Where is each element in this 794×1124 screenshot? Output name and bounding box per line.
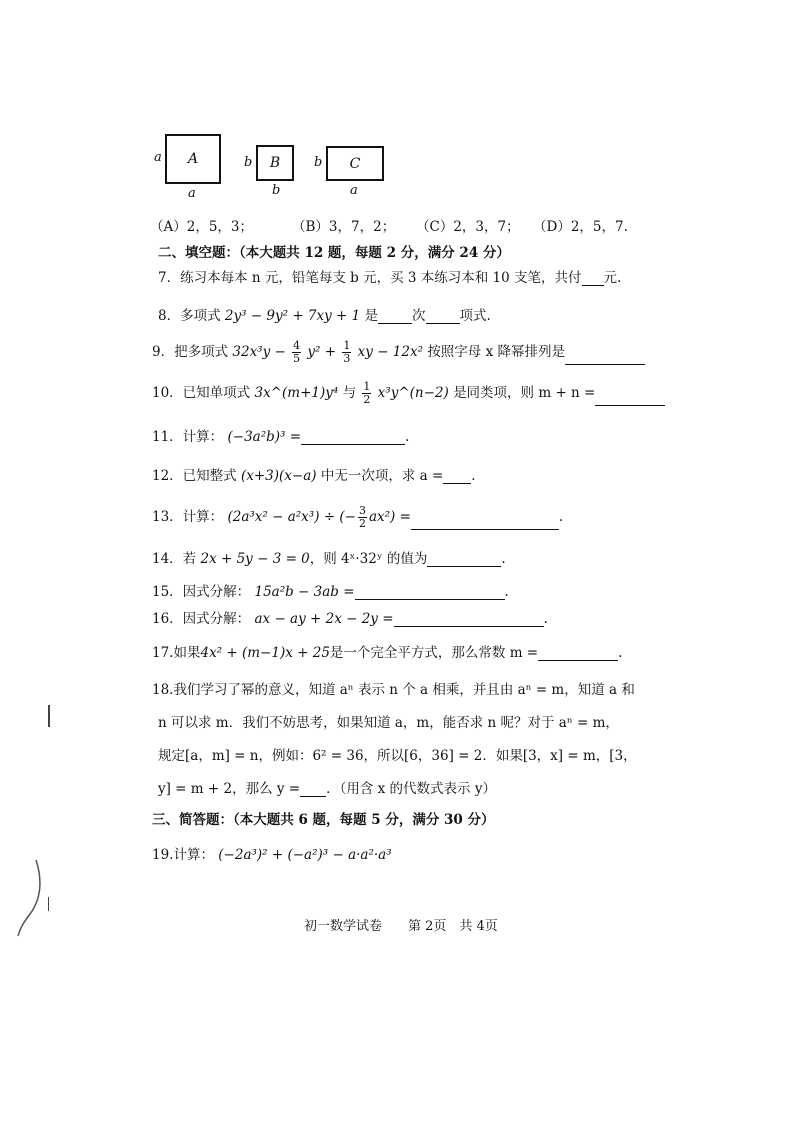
q18-line-3: 规定[a，m] = n，例如：6² = 36，所以[6，36] = 2．如果[3，x] = m，[3， [158, 748, 637, 764]
q19-prefix: 19.计算： [152, 847, 214, 863]
q13-blank [411, 515, 559, 530]
q11-blank [301, 430, 405, 445]
question-8 [158, 304, 491, 324]
question-16: 16．因式分解： ax − ay + 2x − 2y = . [152, 611, 548, 627]
q12-prefix: 12．已知整式 [152, 468, 237, 484]
option-a: （A）2，5，3； [150, 219, 254, 235]
scan-margin-mark [48, 705, 50, 727]
q10-fraction [362, 381, 371, 406]
question-11: 11．计算： (−3a²b)³ = . [152, 429, 410, 445]
q9-frac2-numerator: 1 [343, 339, 351, 352]
q11-prefix: 11．计算： [152, 429, 224, 445]
box-c-bottom-label: a [350, 183, 358, 198]
q19-expr: (−2a³)² + (−a²)³ − a·a²·a³ [218, 847, 392, 863]
q10-expr-2: x³y^(n−2) [377, 385, 449, 401]
box-c-left-label: b [314, 155, 323, 170]
q18-line-4 [158, 777, 496, 797]
q7-blank [582, 271, 604, 286]
q9-frac2-denominator: 3 [343, 352, 351, 365]
question-9 [152, 340, 645, 365]
q18-line-4a: y] = m + 2，那么 y = [158, 781, 301, 797]
scan-margin-mark-2 [48, 897, 49, 911]
question-13: 13．计算： (2a³x² − a²x³) ÷ (− $\frac{3}{2}$ ax²) = . [152, 504, 564, 530]
q13-expr-a: (2a³x² − a²x³) ÷ (− [227, 509, 356, 525]
question-17: 17.如果4x² + (m−1)x + 25是一个完全平方式，那么常数 m = . [152, 645, 623, 661]
q14-blank [427, 552, 501, 567]
q9-frac1-denominator: 5 [293, 352, 301, 365]
q10-frac-numerator: 1 [363, 380, 371, 393]
q18-blank [300, 782, 326, 797]
rect-c [326, 146, 384, 181]
q9-expr-b: y² + [307, 344, 337, 360]
q15-prefix: 15．因式分解： [152, 584, 251, 600]
q17-prefix: 17.如果 [152, 645, 201, 661]
q14-suffix: ，则 4ˣ·32ʸ 的值为 [309, 551, 428, 567]
rect-a-label: A [187, 151, 199, 167]
rect-c-label: C [349, 155, 361, 172]
q7-text: 7．练习本每本 n 元，铅笔每支 b 元，买 3 本练习本和 10 支笔，共付 [158, 270, 582, 286]
question-15: 15．因式分解： 15a²b − 3ab = . [152, 584, 509, 600]
q18-line-1: 18.我们学习了幂的意义，知道 aⁿ 表示 n 个 a 相乘，并且由 aⁿ = m，知道 a 和 [152, 682, 635, 698]
q16-blank [394, 612, 544, 627]
q13-prefix: 13．计算： [152, 509, 224, 525]
box-a-left-label: a [154, 150, 162, 165]
question-19 [152, 843, 392, 863]
rect-a [165, 134, 221, 184]
q7-suffix: 元. [603, 270, 622, 286]
q17-blank [538, 646, 618, 661]
box-a-bottom-label: a [188, 186, 196, 201]
q12-blank [443, 469, 471, 484]
q8-suffix: 项式. [459, 308, 491, 324]
rect-b-label: B [269, 155, 281, 171]
question-10 [152, 381, 665, 406]
q15-blank [355, 585, 505, 600]
q13-expr-b: ax²) = [368, 509, 411, 525]
q15-expr: 15a²b − 3ab = [254, 584, 355, 600]
q9-frac1-numerator: 4 [293, 339, 301, 352]
box-b-bottom-label: b [272, 183, 281, 198]
q18-line-2: n 可以求 m．我们不妨思考，如果知道 a，m，能否求 n 呢？对于 aⁿ = m， [158, 715, 619, 731]
q12-suffix: 中无一次项，求 a = [320, 468, 444, 484]
q9-suffix: 按照字母 x 降幂排列是 [427, 344, 566, 360]
q16-expr: ax − ay + 2x − 2y = [254, 611, 394, 627]
q13-fraction [358, 505, 367, 530]
q9-blank [565, 350, 645, 365]
q10-expr-1: 3x^(m+1)y⁴ [254, 385, 339, 401]
q8-blank-1 [378, 309, 412, 324]
rect-b [256, 145, 294, 181]
q8-prefix: 8．多项式 [158, 308, 221, 324]
section2-title: 二、填空题：（本大题共 12 题，每题 2 分，满分 24 分） [158, 245, 510, 261]
q9-expr-a: 32x³y − [232, 344, 286, 360]
box-b-left-label: b [244, 155, 253, 170]
q17-expr: 4x² + (m−1)x + 25 [200, 645, 330, 661]
q10-prefix: 10．已知单项式 [152, 385, 251, 401]
q17-suffix: 是一个完全平方式，那么常数 m = [329, 645, 539, 661]
option-d: （D）2，5，7. [533, 219, 628, 235]
q9-prefix: 9．把多项式 [152, 344, 229, 360]
q13-frac-numerator: 3 [358, 504, 366, 517]
q9-fraction-2 [342, 340, 351, 365]
q10-suffix: 是同类项，则 m + n = [453, 385, 596, 401]
q8-mid1: 是 [364, 308, 379, 324]
q8-blank-2 [426, 309, 460, 324]
q13-frac-denominator: 2 [358, 517, 366, 530]
option-c: （C）2，3，7； [416, 219, 520, 235]
q18-line-4b: ．（用含 x 的代数式表示 y） [326, 781, 496, 797]
q14-prefix: 14．若 [152, 551, 197, 567]
q9-expr-c: xy − 12x² [357, 344, 424, 360]
q9-fraction-1 [292, 340, 301, 365]
question-12: 12．已知整式 (x+3)(x−a) 中无一次项，求 a = . [152, 468, 476, 484]
scan-margin-curve [8, 858, 48, 938]
q10-blank [595, 391, 665, 406]
page-footer: 初一数学试卷 第 2页 共 4页 [304, 919, 498, 934]
q11-expr: (−3a²b)³ = [227, 429, 302, 445]
question-14: 14．若 2x + 5y − 3 = 0，则 4ˣ·32ʸ 的值为 . [152, 551, 506, 567]
q16-prefix: 16．因式分解： [152, 611, 251, 627]
q10-frac-denominator: 2 [363, 393, 371, 406]
q8-mid2: 次 [412, 308, 426, 324]
question-7 [158, 266, 621, 286]
q8-expr: 2y³ − 9y² + 7xy + 1 [224, 308, 361, 324]
option-b: （B）3，7，2； [292, 219, 396, 235]
q12-expr: (x+3)(x−a) [240, 468, 317, 484]
q14-expr: 2x + 5y − 3 = 0 [200, 551, 310, 567]
q10-mid: 与 [342, 385, 357, 401]
section3-title: 三、简答题：（本大题共 6 题，每题 5 分，满分 30 分） [152, 812, 495, 828]
